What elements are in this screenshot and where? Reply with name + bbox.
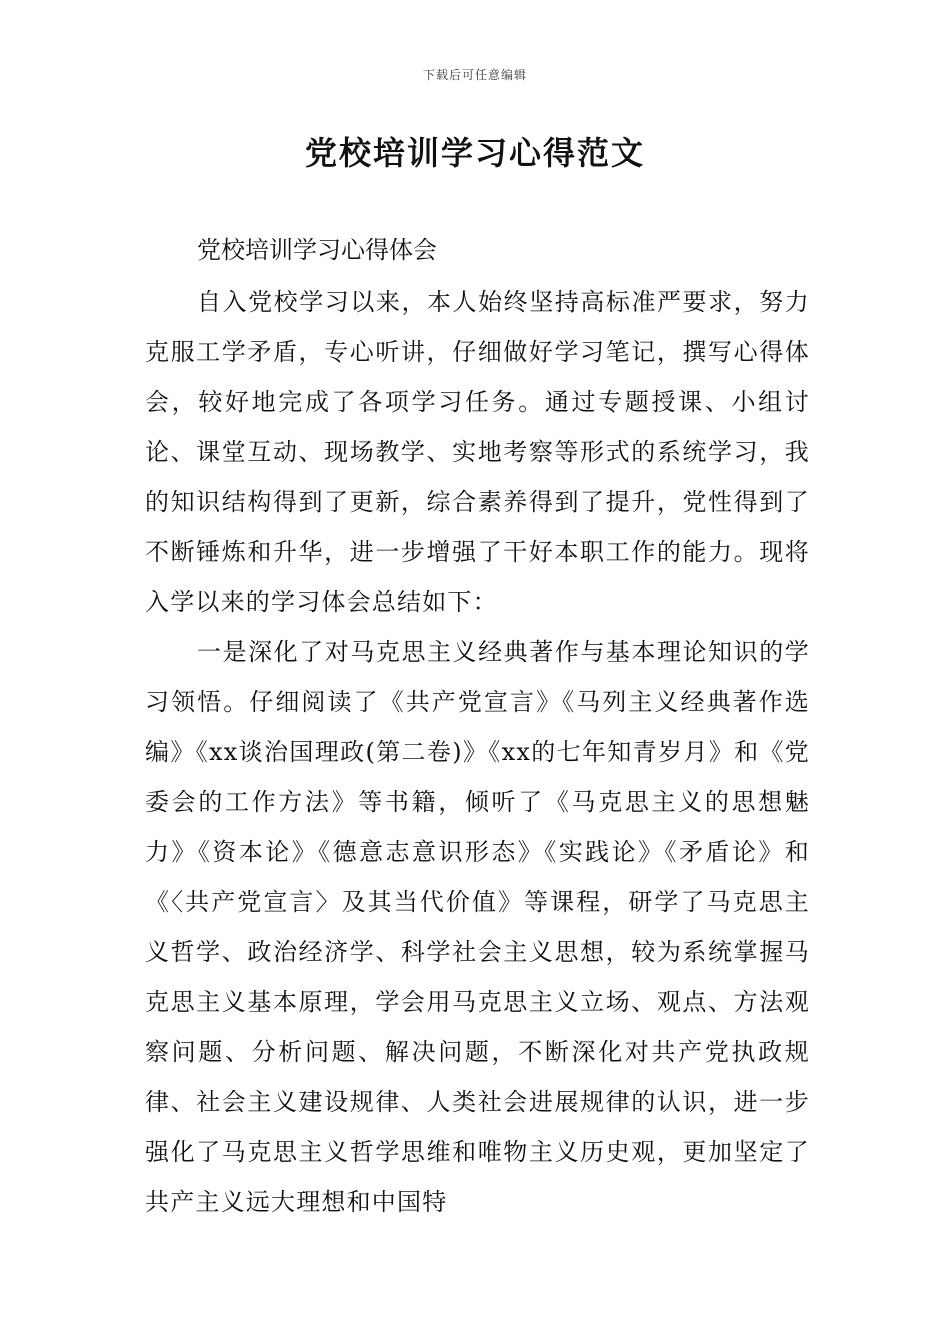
paragraph-1: 自入党校学习以来，本人始终坚持高标准严要求，努力克服工学矛盾，专心听讲，仔细做好学习笔记，撰写心得体会，较好地完成了各项学习任务。通过专题授课、小组讨论、课堂互动、现场教学、实地考察等形式的系统学习，我的知识结构得到了更新，综合素养得到了提升，党性得到了不断锤炼和升华，进一步增强了干好本职工作的能力。现将入学以来的学习体会总结如下： — [145, 288, 810, 616]
document-subtitle: 党校培训学习心得体会 — [197, 236, 437, 264]
document-body — [145, 230, 810, 1227]
header-note: 下载后可任意编辑 — [422, 68, 527, 82]
document-title: 党校培训学习心得范文 — [304, 134, 645, 172]
paragraph-2: 一是深化了对马克思主义经典著作与基本理论知识的学习领悟。仔细阅读了《共产党宣言》《马列主义经典著作选编》《xx谈治国理政(第二卷)》《xx的七年知青岁月》和《党委会的工作方法》等书籍，倾听了《马克思主义的思想魅力》《资本论》《德意志意识形态》《实践论》《矛盾论》和《〈共产党宣言〉及其当代价值》等课程，研学了马克思主义哲学、政治经济学、科学社会主义思想，较为系统掌握马克思主义基本原理，学会用马克思主义立场、观点、方法观察问题、分析问题、解决问题，不断深化对共产党执政规律、社会主义建设规律、人类社会进展规律的认识，进一步强化了马克思主义哲学思维和唯物主义历史观，更加坚定了共产主义远大理想和中国特 — [145, 638, 810, 1216]
